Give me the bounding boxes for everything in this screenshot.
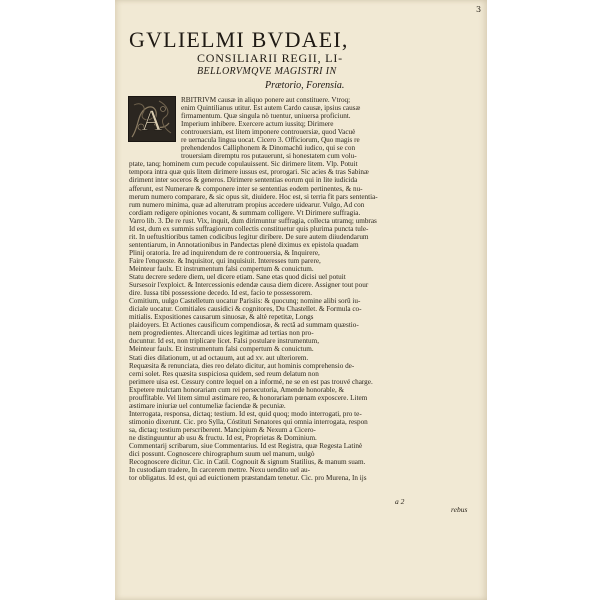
text-line: RBITRIVM causæ in aliquo ponere aut constituere. Vtroq; — [181, 96, 351, 104]
text-line: sententiarum, in Annotationibus in Pandectas plenè diximus ex epistola quadam — [129, 240, 359, 249]
text-line: ptate, tanq; hominem cum pecude copulauissent. Sic dirimere litem. Vlp. Potuit — [129, 160, 358, 169]
text-line: cordiam redigere opiniones vocant, & summam colligere. Vt Dirimere suffragia. — [129, 208, 361, 217]
text-line: rit. In ueftusltioribus tamen codicibus legitur diribere. De sure autem diiudendarum — [129, 232, 369, 241]
text-line: firmamentum. Quæ singula nò tuentur, uniuersa proficiunt. — [181, 112, 351, 121]
decorated-initial-letter — [128, 96, 176, 142]
text-line: In custodiam tradere, In carcerem mettre. Nexu uendito uel au- — [129, 466, 311, 475]
text-line: Recognoscere dicitur. Cic. in Catil. Cognouit & signum Statilius, & manum suam. — [129, 458, 366, 467]
text-line: prouffitable. Vel litem simul æstimare reo, & honorariam pœnam exposcere. Litem — [129, 393, 368, 402]
text-line: Interrogata, responsa, dictaq; testium. Id est, quid quoq; modo interrogati, pro te- — [129, 409, 362, 418]
text-line: prehendendos Calliphonem & Dinomachû iudico, qui se con — [181, 144, 356, 153]
text-line: nem progredientes. Altercandi uices legitimæ ad tertias non pro- — [129, 329, 314, 338]
text-line: tempora intra quæ quis litem dirimere iussus est, prorogari. Sic acies & tras Sabinæ — [129, 168, 369, 177]
text-line: diciale uocatur. Comitiales causidici & cognitores, Du Chastellet. & Formula co- — [129, 305, 362, 314]
text-line: cerni solet. Res quæsita suspiciosa quidem, sed reum delatum non — [129, 369, 319, 378]
text-line: re uernacula lingua uocat. Cicero 3. Officiorum, Quo magis re — [181, 136, 360, 145]
text-line: mitialis. Expositiones causarum sinuosæ, & altè repetitæ, Longs — [129, 313, 314, 322]
page-number: 3 — [476, 5, 482, 14]
text-line: Plinij oratoria. Ire ad inquirendum de re controuersia, & Inquirere, — [129, 248, 320, 257]
text-line: Commentarij scribarum, siue Commentarius. Id est Registra, quæ Regesta Latinè — [129, 442, 363, 451]
text-line: controuersiam, est litem imponere controuersiæ, quod Vacuè — [181, 128, 356, 137]
text-line: Meinteur faulx. Et instrumentum falsi compertum & conuictum. — [129, 345, 314, 354]
text-line: enim Quintilianus utitur. Est autem Cardo causæ, ipsius causæ — [181, 104, 361, 113]
text-line: perimere uisa est. Cessury contre lequel on a informé, ne se en est pas trouvé charge. — [129, 377, 373, 386]
text-line: tor obligatus. Id est, qui ad euictionem præstandam tenetur. Cic. pro Murena, In ijs — [129, 474, 367, 483]
text-line: Expetere mulctam honorariam cum rei persecutoria, Amende honorable, & — [129, 385, 345, 394]
title-line-2: CONSILIARII REGII, LI- — [197, 51, 343, 65]
text-line: Statu decrere sedere diem, uel dicere etiam. Sane etas quod dicisi uel potuit — [129, 273, 346, 282]
book-page — [115, 0, 487, 600]
text-line: plaidoyers. Et Actiones causificum compendiosæ, & rectâ ad summam quæstio- — [129, 321, 359, 330]
text-line: dire. Iussa tibi possessione decedo. Id est, facio te possessorem. — [129, 289, 313, 298]
text-line: stimonio dixerunt. Cic. pro Sylla, Cóstituti Senatores qui omnia interrogata, respon — [129, 417, 368, 426]
text-line: Comitium, uulgo Castelletum uocatur Parisiis: & quocunq; nomine alibi sorū iu- — [129, 297, 361, 306]
text-line: Id est, dum ex summis suffragiorum collectis constituetur quis plurima puncta tule- — [129, 224, 369, 233]
signature-mark: a 2 — [395, 497, 405, 506]
text-line: æstimare iniuriæ uel contumeliæ faciendæ & pecuniæ. — [129, 401, 286, 410]
text-line: Stati dies dilationum, ut ad octauum, aut ad xv. aut ulteriorem. — [129, 353, 309, 362]
title-line-1: GVLIELMI BVDAEI, — [129, 27, 349, 52]
body-text — [129, 96, 479, 482]
text-line: Imperium inhibere. Exercere actum iussitq; Dirimere — [181, 120, 334, 129]
text-line: dici possunt. Cognoscere chirographum suum uel manum, uulgò — [129, 450, 315, 459]
text-line: Varro lib. 3. De re rust. Vix, inquit, dum dirimuntur suffragia, collecta utramq; umbras — [129, 216, 377, 225]
text-line: Requæsita & renunciata, dies reo delato dicitur, aut hominis comprehensio de- — [129, 361, 355, 370]
catchword: rebus — [451, 505, 468, 514]
text-line: Faire l'enqueste. & Inquisitor, qui inquisiuit. Interesses tum parere, — [129, 256, 321, 265]
title-line-4: Prætorio, Forensia. — [265, 80, 345, 91]
text-line: afferunt, est Numerare & componere inter se sententias eodem pertinentes, & nu- — [129, 184, 363, 193]
text-line: Meinteur faulx. Et instrumentum falsi compertum & conuictum. — [129, 264, 314, 273]
text-line: rum numero minima, quæ ad alterutram propius accedere uidearur. Vulgo, Ad con — [129, 200, 365, 209]
text-line: ne distinguuntur ab usu & fructu. Id est, Proprietas & Dominium. — [129, 433, 317, 442]
text-line: ducuntur. Id est, non triplicare licet. Falsi postulare instrumentum, — [129, 337, 320, 346]
text-line: sa, dictaq; testium perscriberent. Mancipium & Nexum a Cicero- — [129, 425, 316, 434]
text-line: Sursesoir l'exploict. & Intercessionis edendæ causa diem dicere. Assigner tout pour — [129, 281, 369, 290]
text-line: merum numero comparare, & sic opus sit, diuidere. Hoc est, si terria fit pars sententia- — [129, 192, 378, 201]
text-line: diriment inter soceros & generos. Dirimere sententias eorum qui in lite iudicida — [129, 176, 358, 185]
title-line-3: BELLORVMQVE MAGISTRI IN — [197, 66, 337, 77]
text-line: trouersiam diremptu ros putauerunt, si honestatem cum volu- — [181, 152, 357, 161]
initial-glyph: A — [141, 104, 163, 137]
